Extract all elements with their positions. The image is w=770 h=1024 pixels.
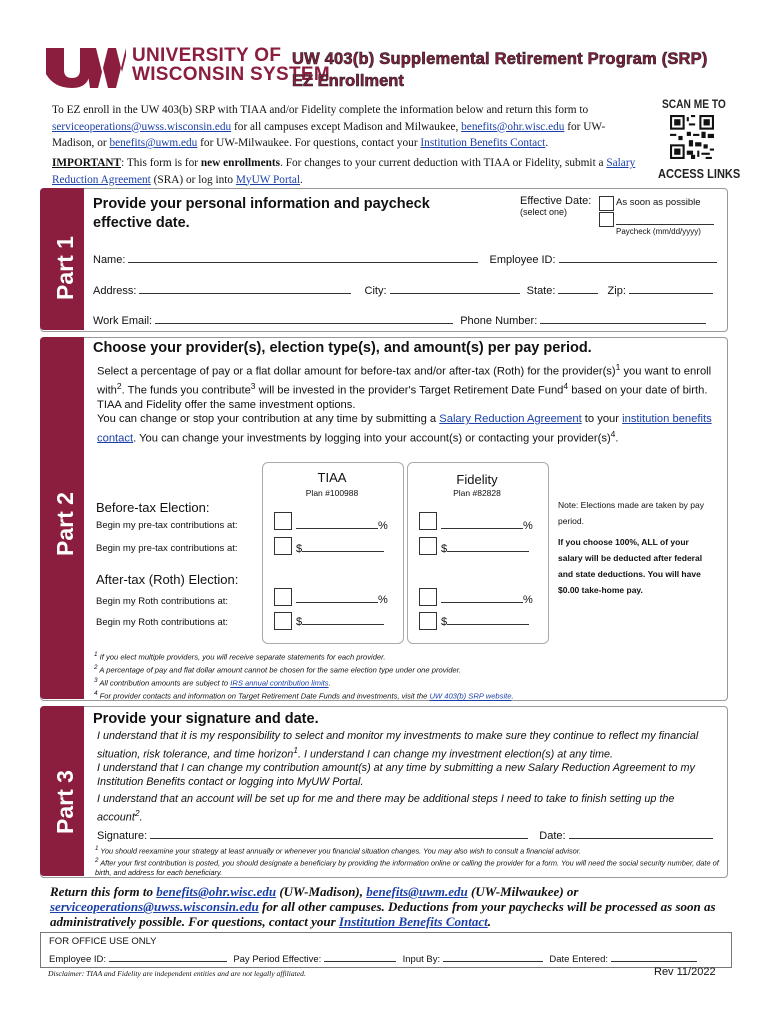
part2-footnotes: $^1$ If you elect multiple providers, you will receive separate statements for each provider. $^2$ A percentage of pay and flat dollar amount cannot be chosen for the same election type under one provider. $^3$ All contribution amounts are subject to IRS annual contribution limits. $^4$ For provider contacts and information on Target Retirement Date Funds and investments, visit the UW 403(b) SRP website. bbox=[94, 651, 514, 701]
city-field[interactable] bbox=[390, 283, 520, 294]
address-field[interactable] bbox=[139, 283, 351, 294]
zip-field[interactable] bbox=[629, 283, 713, 294]
institution-contact-link[interactable]: institution benefits contact bbox=[97, 413, 712, 445]
tiaa-pretax-dollar-row: $ bbox=[296, 541, 384, 555]
name-field[interactable] bbox=[128, 252, 478, 263]
part2-paragraph2: You can change or stop your contribution at any time by submitting a Salary Reduction Agreement to your institution benefits contact. You can change your investments by logging into your account(s) or contacting your $provider(s)^4$. bbox=[97, 413, 712, 445]
email-link-service[interactable]: serviceoperations@uwss.wisconsin.edu bbox=[52, 120, 232, 133]
fidelity-roth-pct-row: % bbox=[441, 592, 533, 606]
asap-checkbox[interactable] bbox=[599, 196, 614, 211]
scan-me-label: SCAN ME TO bbox=[662, 97, 726, 111]
roth-pct-label: Begin my Roth contributions at: bbox=[96, 596, 229, 607]
tiaa-plan: Plan #100988 bbox=[305, 488, 359, 498]
address-row: Address: City: State: Zip: bbox=[93, 283, 713, 297]
acknowledgement-3: I understand that an account will be set up for me and there may be additional steps I need to take to finish setting up the account$^2$. bbox=[97, 793, 675, 824]
benefits-contact-link[interactable]: Institution Benefits Contact bbox=[420, 137, 546, 149]
election-note: Note: Elections made are taken by pay period. bbox=[558, 500, 704, 526]
pretax-dollar-label: Begin my pre-tax contributions at: bbox=[96, 543, 238, 554]
srp-website-link[interactable]: UW 403(b) SRP website bbox=[429, 691, 512, 701]
signature-row: Signature: Date: bbox=[97, 828, 713, 842]
tiaa-roth-dollar-row: $ bbox=[296, 614, 384, 628]
before-tax-heading: Before-tax Election: bbox=[96, 500, 210, 515]
tiaa-pretax-dollar-checkbox[interactable] bbox=[274, 537, 292, 555]
hundred-percent-warning: If you choose 100%, ALL of your salary will be deducted after federal and state deductions. You will have $0.00 take-home pay. bbox=[558, 537, 703, 595]
paycheck-checkbox[interactable] bbox=[599, 212, 614, 227]
part3-label: Part 3 bbox=[52, 770, 78, 834]
fidelity-pretax-pct-row: % bbox=[441, 518, 533, 532]
tiaa-roth-pct-field[interactable] bbox=[296, 592, 378, 603]
qr-code[interactable] bbox=[670, 115, 714, 159]
uw-logo-mark bbox=[44, 44, 126, 90]
fidelity-name: Fidelity bbox=[456, 472, 498, 487]
office-title: FOR OFFICE USE ONLY bbox=[49, 936, 157, 947]
fidelity-pretax-dollar-checkbox[interactable] bbox=[419, 537, 437, 555]
fidelity-pretax-pct-checkbox[interactable] bbox=[419, 512, 437, 530]
fidelity-pretax-dollar-field[interactable] bbox=[447, 541, 529, 552]
fidelity-roth-dollar-checkbox[interactable] bbox=[419, 612, 437, 630]
form-title: UW 403(b) Supplemental Retirement Program (SRP) bbox=[292, 50, 708, 68]
return-email-madison[interactable]: benefits@ohr.wisc.edu bbox=[156, 884, 277, 899]
office-date-entered-field[interactable] bbox=[611, 951, 697, 962]
irs-limits-link[interactable]: IRS annual contribution limits bbox=[230, 678, 329, 688]
access-links-label: ACCESS LINKS bbox=[658, 166, 741, 181]
office-use-box bbox=[40, 932, 732, 968]
form-subtitle: EZ Enrollment bbox=[292, 72, 404, 90]
tiaa-roth-pct-row: % bbox=[296, 592, 388, 606]
name-row: Name: Employee ID: bbox=[93, 252, 717, 266]
tiaa-roth-pct-checkbox[interactable] bbox=[274, 588, 292, 606]
email-link-madison[interactable]: benefits@ohr.wisc.edu bbox=[461, 120, 565, 133]
work-email-row: Work Email: Phone Number: bbox=[93, 313, 706, 327]
part3-footnotes: $^1$ You should reexamine your strategy at least annually or whenever you financial situation changes. You may also wish to consult a financial advisor. $^2$ After your first contribution is posted, you should designate a beneficiary by providing the information online or calling the provider for a form. You will need the social security number, date of birth, and address for each beneficiary. bbox=[95, 845, 719, 877]
signature-field[interactable] bbox=[150, 828, 528, 839]
tiaa-pretax-pct-checkbox[interactable] bbox=[274, 512, 292, 530]
part2-title: Choose your provider(s), election type(s), and amount(s) per pay period. bbox=[93, 340, 592, 356]
myuw-portal-link[interactable]: MyUW Portal bbox=[235, 173, 300, 186]
tiaa-roth-dollar-checkbox[interactable] bbox=[274, 612, 292, 630]
office-fields-row: Employee ID: Pay Period Effective: Input By: Date Entered: bbox=[49, 951, 697, 965]
part1-title: Provide your personal information and paycheck effective date. bbox=[93, 196, 430, 231]
revision-label: Rev 11/2022 bbox=[654, 966, 716, 978]
signature-date-field[interactable] bbox=[569, 828, 713, 839]
email-link-milwaukee[interactable]: benefits@uwm.edu bbox=[109, 137, 198, 149]
disclaimer: Disclaimer: TIAA and Fidelity are independent entities and are not legally affiliated. bbox=[48, 969, 306, 978]
fidelity-roth-pct-field[interactable] bbox=[441, 592, 523, 603]
fidelity-plan: Plan #82828 bbox=[453, 488, 501, 498]
fidelity-pretax-pct-field[interactable] bbox=[441, 518, 523, 529]
intro-text: To EZ enroll in the UW 403(b) SRP with TIAA and/or Fidelity complete the information below and return this form to serviceoperations@uwss.wisconsin.edu for all campuses except Madison and Milwaukee, benefits@ohr.wisc.edu for UW-Madison, or benefits@uwm.edu for UW-Milwaukee. For questions, contact your Institution Benefits Contact. bbox=[52, 104, 606, 149]
roth-dollar-label: Begin my Roth contributions at: bbox=[96, 617, 229, 628]
return-instructions: Return this form to benefits@ohr.wisc.edu (UW-Madison), benefits@uwm.edu (UW-Milwaukee) or serviceoperations@uwss.wisconsin.edu for all other campuses. Deductions from your paychecks will be processed as soon as administratively possible. For questions, contact your Institution Benefits Contact. bbox=[50, 884, 716, 929]
part1-label: Part 1 bbox=[52, 236, 78, 300]
acknowledgement-1: I understand that it is my responsibility to select and monitor my investments to make sure they continue to reflect my financial situation, risk tolerance, and time horizon$^1$. I understand I can change my investment election(s) at any time. bbox=[97, 730, 699, 761]
university-name: UNIVERSITY OF WISCONSIN SYSTEM bbox=[132, 45, 330, 85]
office-employee-id-field[interactable] bbox=[109, 951, 227, 962]
tiaa-pretax-pct-field[interactable] bbox=[296, 518, 378, 529]
fidelity-roth-dollar-row: $ bbox=[441, 614, 529, 628]
tiaa-pretax-pct-row: % bbox=[296, 518, 388, 532]
return-email-service[interactable]: serviceoperations@uwss.wisconsin.edu bbox=[50, 899, 259, 914]
office-pay-period-field[interactable] bbox=[324, 951, 396, 962]
work-email-field[interactable] bbox=[155, 313, 453, 324]
part2-paragraph1: Select a percentage of pay or a flat dollar amount for before-tax and/or after-tax (Roth) for the $provider(s)^1$ you want to enroll with$^2$. The funds you contribute$^3$ will be invested in the provider's Target Retirement Date Fund$^4$ based on your date of birth. TIAA and Fidelity offer the same investment options. bbox=[97, 362, 712, 412]
phone-field[interactable] bbox=[540, 313, 706, 324]
fidelity-roth-pct-checkbox[interactable] bbox=[419, 588, 437, 606]
paycheck-date-field[interactable] bbox=[616, 214, 714, 225]
return-benefits-contact-link[interactable]: Institution Benefits Contact bbox=[338, 914, 488, 929]
part2-label: Part 2 bbox=[52, 492, 78, 556]
important-notice: IMPORTANT: This form is for new enrollments. For changes to your current deduction with TIAA or Fidelity, submit a Salary Reduction Agreement (SRA) or log into MyUW Portal. bbox=[52, 157, 636, 186]
fidelity-roth-dollar-field[interactable] bbox=[447, 614, 529, 625]
pretax-pct-label: Begin my pre-tax contributions at: bbox=[96, 520, 238, 531]
acknowledgement-2: I understand that I can change my contribution amount(s) at any time by submitting a new Salary Reduction Agreement to my Institution Benefits contact or logging into MyUW Portal. bbox=[97, 762, 695, 788]
tiaa-roth-dollar-field[interactable] bbox=[302, 614, 384, 625]
tiaa-pretax-dollar-field[interactable] bbox=[302, 541, 384, 552]
tiaa-name: TIAA bbox=[317, 470, 347, 485]
fidelity-pretax-dollar-row: $ bbox=[441, 541, 529, 555]
sra-link-2[interactable]: Salary Reduction Agreement bbox=[439, 413, 582, 425]
asap-label: As soon as possible bbox=[616, 197, 701, 208]
paycheck-label: Paycheck (mm/dd/yyyy) bbox=[616, 227, 701, 236]
state-field[interactable] bbox=[558, 283, 598, 294]
effective-date-label: Effective Date: (select one) bbox=[520, 195, 592, 217]
return-email-milwaukee[interactable]: benefits@uwm.edu bbox=[366, 884, 468, 899]
office-input-by-field[interactable] bbox=[443, 951, 543, 962]
after-tax-heading: After-tax (Roth) Election: bbox=[96, 572, 239, 587]
employee-id-field[interactable] bbox=[559, 252, 717, 263]
sra-link[interactable]: Salary Reduction Agreement bbox=[52, 157, 636, 186]
part3-title: Provide your signature and date. bbox=[93, 711, 319, 727]
